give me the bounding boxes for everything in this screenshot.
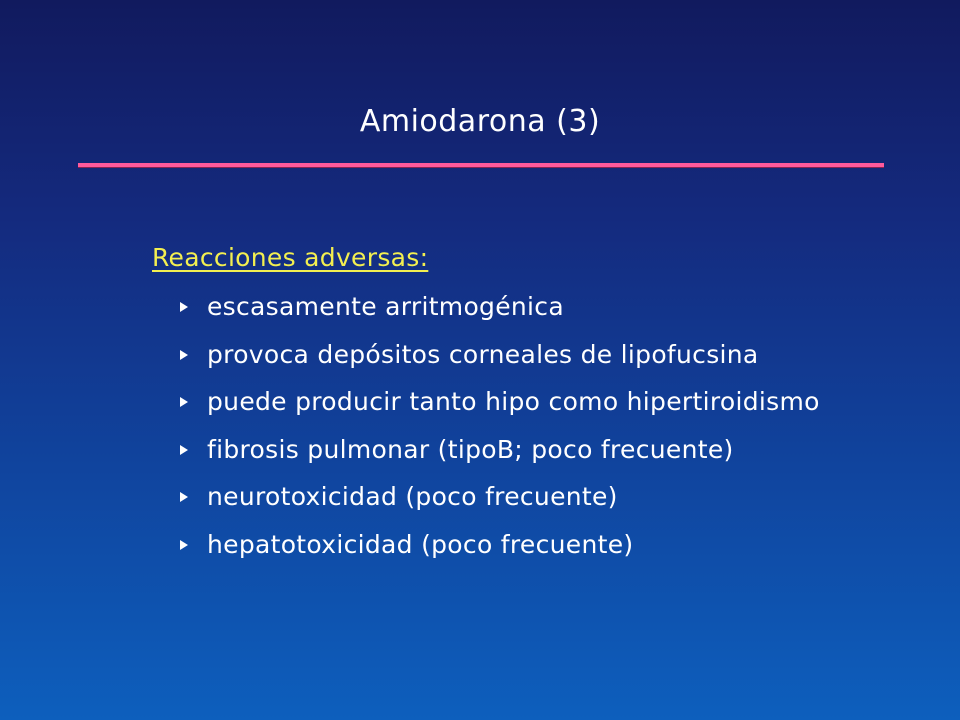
triangle-bullet-icon (180, 397, 188, 407)
list-item-text: puede producir tanto hipo como hipertiroidismo (207, 387, 820, 416)
triangle-bullet-icon (180, 302, 188, 312)
title-divider (78, 163, 884, 168)
triangle-bullet-icon (180, 350, 188, 360)
list-item (178, 387, 820, 435)
list-item-text: provoca depósitos corneales de lipofucsina (207, 339, 759, 369)
section-heading: Reacciones adversas: (152, 243, 429, 272)
slide-title: Amiodarona (3) (359, 104, 601, 139)
list-item-text: neurotoxicidad (poco frecuente) (207, 482, 618, 511)
list-item-text: escasamente arritmogénica (207, 292, 564, 321)
list-item (178, 435, 820, 483)
list-item (178, 340, 820, 388)
triangle-bullet-icon (180, 540, 188, 550)
list-item (178, 530, 820, 578)
triangle-bullet-icon (180, 492, 188, 502)
list-item (178, 292, 820, 340)
bullet-list (178, 292, 820, 577)
list-item (178, 482, 820, 530)
list-item-text: fibrosis pulmonar (tipoB; poco frecuente) (207, 434, 734, 464)
list-item-text: hepatotoxicidad (poco frecuente) (207, 529, 634, 559)
triangle-bullet-icon (180, 445, 188, 455)
